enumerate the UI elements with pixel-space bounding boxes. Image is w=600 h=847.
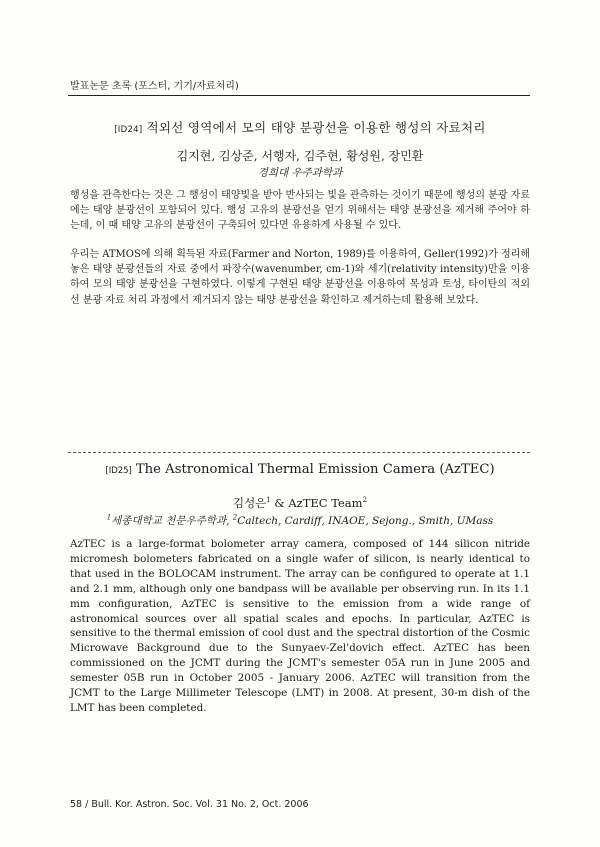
abstract-divider <box>68 452 530 453</box>
author-team-sup: 2 <box>362 496 368 505</box>
author-main-sup: 1 <box>266 496 271 505</box>
abstract-1-affiliation: 경희대 우주과학과 <box>257 167 343 179</box>
abstract-2-author-main: 김성은 <box>232 496 267 510</box>
abstract-2-title: The Astronomical Thermal Emission Camera (AzTEC) <box>135 462 495 477</box>
abstract-2-title-line <box>70 462 530 477</box>
aff-sup-2: 2 <box>232 513 238 522</box>
aff-text-1: 세종대학교 천문우주학과, <box>111 515 233 527</box>
abstract-2-code: [ID25] <box>105 466 132 476</box>
abstract-2-author-team: AzTEC Team <box>288 496 363 510</box>
author-separator: & <box>270 496 289 510</box>
page-footer: 58 / Bull. Kor. Astron. Soc. Vol. 31 No. 2, Oct. 2006 <box>70 799 309 810</box>
section-header: 발표논문 초록 (포스터, 기기/자료처리) <box>70 81 239 92</box>
abstract-2-affiliation <box>70 513 530 528</box>
abstract-1-paragraph-2: 우리는 ATMOS에 의해 획득된 자료(Farmer and Norton, 1989)를 이용하여, Geller(1992)가 정리해 놓은 태양 분광선들의 자료 중에서 파장수(wavenumber, cm-1)와 세기(relativity intensity)만을 이용하여 모의 태양 분광선을 구현하였다. 이렇게 구현된 태양 분광선을 이용하여 목성과 토성, 타이탄의 적외선 분광 자료 처리 과정에서 제거되지 않는 태양 분광선을 확인하고 제거하는데 활용해 보았다. <box>70 249 530 306</box>
aff-text-2: Caltech, Cardiff, INAOE, Sejong., Smith, UMass <box>237 515 494 527</box>
aff-sup-1: 1 <box>106 513 112 522</box>
abstract-1-paragraph-1: 행성을 관측한다는 것은 그 행성이 태양빛을 받아 반사되는 빛을 관측하는 것이기 때문에 행성의 분광 자료에는 태양 분광선이 포함되어 있다. 행성 고유의 분광선을 얻기 위해서는 태양 분광선을 제거해 주어야 하는데, 이 때 태양 고유의 분광선이 구축되어 있다면 유용하게 사용될 수 있다. <box>70 190 530 232</box>
abstract-2-authors <box>70 495 530 511</box>
abstract-1-authors: 김지현, 김상준, 서행자, 김주현, 황성원, 장민환 <box>176 149 424 163</box>
abstract-1-code: [ID24] <box>114 125 143 135</box>
abstract-1-title: 적외선 영역에서 모의 태양 분광선을 이용한 행성의 자료처리 <box>146 120 486 135</box>
abstract-2-body: AzTEC is a large-format bolometer array camera, composed of 144 silicon nitride micromesh bolometers fabricated on a single wafer of silicon, is nearly identical to that used in the BOLOCAM instrument. The array can be configured to operate at 1.1 and 2.1 mm, although only one bandpass will be available per observing run. In its 1.1 mm configuration, AzTEC is sensitive to the emission from a wide range of astronomical sources over all spatial scales and epochs. In particular, AzTEC is sensitive to the thermal emission of cool dust and the spectral distortion of the Cosmic Microwave Background due to the Sunyaev-Zel'dovich effect. AzTEC has been commissioned on the JCMT during the JCMT's semester 05A run in June 2005 and semester 05B run in October 2005 - January 2006. AzTEC will transition from the JCMT to the Large Millimeter Telescope (LMT) in 2008. At present, 30-m dish of the LMT has been completed. <box>70 538 530 714</box>
header-rule <box>68 95 530 96</box>
abstract-1-title-line <box>70 118 530 136</box>
